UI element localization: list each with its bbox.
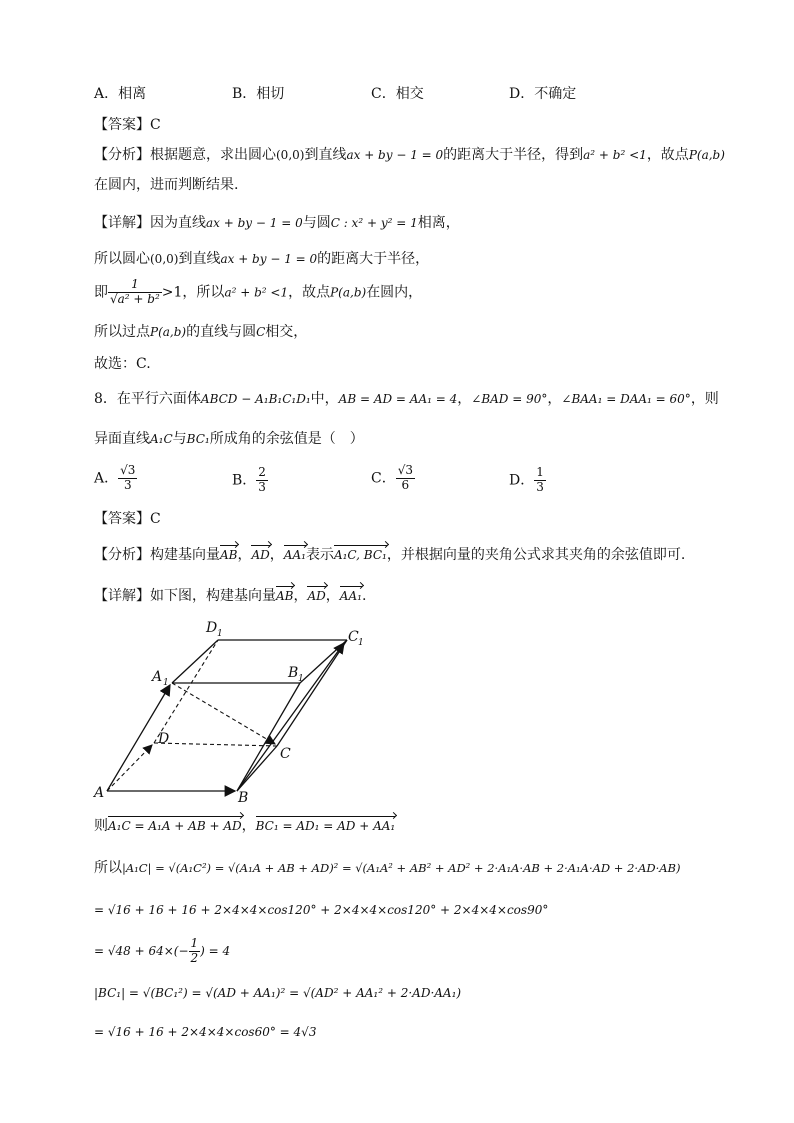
text: 所以圆心 xyxy=(94,251,150,267)
math: (0,0) xyxy=(276,148,305,162)
text: 所以 xyxy=(94,860,122,876)
math: AB = AD = AA₁ = 4 xyxy=(338,392,458,406)
math: ABCD − A₁B₁C₁D₁ xyxy=(200,392,311,406)
text: ，并根据向量的夹角公式求其夹角的余弦值即可. xyxy=(386,547,686,563)
vector: AB xyxy=(220,548,238,562)
detail-line-2 xyxy=(94,251,429,268)
vector: AD xyxy=(251,548,270,562)
math: a² + b² <1 xyxy=(583,148,647,162)
text: 即 xyxy=(94,284,108,301)
edge-bb1 xyxy=(237,683,300,791)
option-label: B． xyxy=(232,472,257,489)
label-c1-sub: 1 xyxy=(358,638,364,648)
math: C : x² + y² = 1 xyxy=(330,216,418,230)
text: ，故点 xyxy=(288,284,331,301)
answer-tag: 【答案】 xyxy=(94,511,150,527)
numerator: √3 xyxy=(397,463,413,477)
fraction xyxy=(396,464,415,493)
label-d1-sub: 1 xyxy=(217,629,223,639)
option-b: B．相切 xyxy=(232,86,285,102)
text: 在圆内， xyxy=(366,284,423,301)
math: BC₁ xyxy=(186,432,210,446)
option-c: C．相交 xyxy=(371,86,424,102)
math: P(a,b) xyxy=(688,148,725,162)
denominator: 3 xyxy=(258,479,266,494)
detail-tag: 【详解】 xyxy=(94,215,150,231)
denominator: 3 xyxy=(123,477,132,492)
text: ，故点 xyxy=(646,147,689,163)
text: 的距离大于半径， xyxy=(317,251,430,267)
eq-line-4 xyxy=(94,937,230,966)
math: = √48 + 64×(− xyxy=(94,943,189,958)
text: 则 xyxy=(94,818,108,834)
eq-line-1 xyxy=(94,818,395,835)
fraction xyxy=(118,464,137,493)
fraction xyxy=(108,278,162,307)
vector: A₁C, BC₁ xyxy=(333,548,387,562)
text: 8．在平行六面体 xyxy=(94,391,201,407)
q8-option-a xyxy=(94,464,137,493)
q8-option-b xyxy=(232,466,268,495)
option-label: A． xyxy=(94,470,119,487)
text: 中， xyxy=(310,391,339,407)
label-d1: D xyxy=(206,620,218,636)
math: ∠BAA₁ = DAA₁ = 60° xyxy=(561,392,691,406)
text: 表示 xyxy=(305,547,334,563)
label-a1: A xyxy=(152,669,163,685)
q8-stem-line-2 xyxy=(94,431,364,448)
edge-cc1 xyxy=(277,640,347,746)
text: ， xyxy=(237,547,252,563)
label-c1: C xyxy=(348,629,359,645)
math: (0,0) xyxy=(150,252,179,266)
label-c: C xyxy=(280,746,291,762)
text: 的距离大于半径，得到 xyxy=(443,147,584,163)
text: >1，所以 xyxy=(161,284,225,301)
vector-equation: A₁C = A₁A + AB + AD xyxy=(108,819,242,833)
eq-line-5: |BC₁| = √(BC₁²) = √(AD + AA₁)² = √(AD² + AA₁² + 2·AD·AA₁) xyxy=(94,986,462,1000)
detail-tag: 【详解】 xyxy=(94,588,150,604)
detail-line-3 xyxy=(94,278,422,307)
text: 与圆 xyxy=(302,215,331,231)
label-b1: B xyxy=(288,665,299,681)
text: ，则 xyxy=(690,391,719,407)
math: ax + by − 1 = 0 xyxy=(346,148,444,162)
answer-value: C xyxy=(150,511,161,527)
answer-line xyxy=(94,117,161,134)
vector: AA₁ xyxy=(283,548,306,562)
detail-line-1 xyxy=(94,215,460,232)
option-a: A．相离 xyxy=(94,86,147,102)
text: ， xyxy=(241,818,256,834)
math: |A₁C| = √(A₁C²) = √(A₁A + AB + AD)² = √(A₁A² + AB² + AD² + 2·A₁A·AB + 2·A₁A·AD + 2·AD·AB) xyxy=(122,861,681,875)
math: A₁C xyxy=(150,432,173,446)
numerator: 1 xyxy=(108,278,162,293)
answer-tag: 【答案】 xyxy=(94,117,150,133)
text: 异面直线 xyxy=(94,431,150,447)
q8-stem-line-1 xyxy=(94,391,719,408)
denominator: √a² + b² xyxy=(110,291,160,306)
math: ∠BAD = 90° xyxy=(471,392,548,406)
vector: AD xyxy=(307,589,326,603)
text: 如下图，构建基向量 xyxy=(150,588,276,604)
math: P(a,b) xyxy=(330,285,367,300)
detail-line-4 xyxy=(94,324,307,341)
numerator: 1 xyxy=(536,465,544,479)
text: ， xyxy=(269,547,284,563)
q8-answer-line xyxy=(94,511,161,528)
math: ax + by − 1 = 0 xyxy=(220,252,318,266)
text: 根据题意，求出圆心 xyxy=(150,147,276,163)
numerator: √3 xyxy=(120,463,136,477)
math: = 4 xyxy=(204,943,231,958)
vector: AA₁ xyxy=(339,589,362,603)
fraction xyxy=(256,466,268,495)
analysis-tag: 【分析】 xyxy=(94,147,150,163)
q8-detail-line xyxy=(94,588,366,605)
label-b1-sub: 1 xyxy=(298,674,304,684)
numerator: 2 xyxy=(258,465,266,479)
edge-bc xyxy=(237,746,277,791)
math: a² + b² <1 xyxy=(224,285,289,300)
fraction xyxy=(189,937,201,966)
option-label: C． xyxy=(371,470,396,487)
denominator: 3 xyxy=(536,479,544,494)
denominator: 6 xyxy=(401,477,410,492)
label-d: D xyxy=(158,731,170,747)
numerator: 1 xyxy=(190,936,199,950)
text: 构建基向量 xyxy=(150,547,220,563)
math: P(a,b) xyxy=(150,325,187,339)
vector-equation: BC₁ = AD₁ = AD + AA₁ xyxy=(255,819,396,833)
vector: AB xyxy=(276,589,294,603)
vector-a1c xyxy=(172,683,275,744)
q8-analysis-line xyxy=(94,547,685,564)
text: 与 xyxy=(172,431,187,447)
label-a1-sub: 1 xyxy=(163,678,169,688)
text: 的直线与圆 xyxy=(186,324,257,340)
eq-line-6: = √16 + 16 + 2×4×4×cos60° = 4√3 xyxy=(94,1025,317,1039)
detail-line-5: 故选：C. xyxy=(94,356,151,372)
text: ， xyxy=(547,391,562,407)
text: 到直线 xyxy=(178,251,221,267)
analysis-line-2: 在圆内，进而判断结果. xyxy=(94,177,239,193)
text: ， xyxy=(325,588,340,604)
q8-option-c xyxy=(371,464,415,493)
text: 相离， xyxy=(417,215,460,231)
text: 相交， xyxy=(265,324,308,340)
text: 所成角的余弦值是（ ） xyxy=(209,431,364,447)
math: ax + by − 1 = 0 xyxy=(206,216,303,230)
edge-dc xyxy=(154,743,277,746)
option-d: D．不确定 xyxy=(509,86,577,102)
analysis-tag: 【分析】 xyxy=(94,547,150,563)
text: ， xyxy=(457,391,472,407)
math: C xyxy=(256,325,266,339)
label-b: B xyxy=(238,790,249,806)
text: . xyxy=(361,588,367,604)
eq-line-2 xyxy=(94,860,681,877)
text: 因为直线 xyxy=(150,215,206,231)
option-label: D． xyxy=(509,472,535,489)
q8-option-d xyxy=(509,466,546,495)
denominator: 2 xyxy=(190,950,199,965)
analysis-line-1 xyxy=(94,147,725,164)
math: ) xyxy=(200,943,205,958)
eq-line-3: = √16 + 16 + 16 + 2×4×4×cos120° + 2×4×4×cos120° + 2×4×4×cos90° xyxy=(94,903,549,917)
text: 所以过点 xyxy=(94,324,150,340)
parallelepiped-figure xyxy=(90,615,380,810)
fraction xyxy=(534,466,546,495)
text: ， xyxy=(293,588,308,604)
label-a: A xyxy=(94,785,105,801)
answer-value: C xyxy=(150,117,161,133)
text: 到直线 xyxy=(304,147,347,163)
